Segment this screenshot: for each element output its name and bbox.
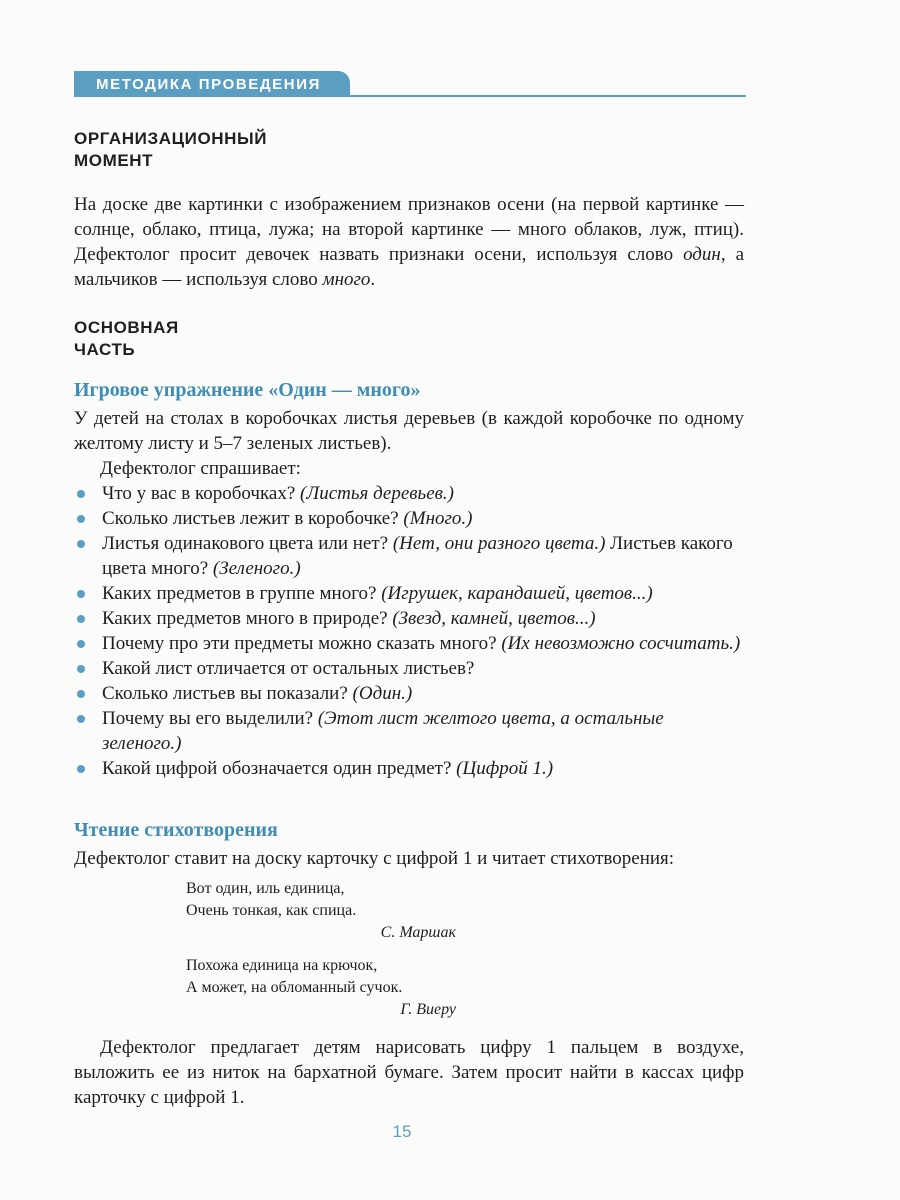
question-list xyxy=(74,481,744,781)
list-item: Листья одинакового цвета или нет? (Нет, они разного цвета.) Листьев какого цвета много? (Зеленого.) xyxy=(74,531,744,581)
game-exercise-heading: Игровое упражнение «Один — много» xyxy=(74,379,421,401)
poem-reading-closing: Дефектолог предлагает детям нарисовать цифру 1 пальцем в воздухе, выложить ее из ниток на бархатной бумаге. Затем просит найти в кассах цифр карточку с цифрой 1. xyxy=(74,1037,744,1108)
org-moment-text xyxy=(74,192,744,292)
game-exercise-intro: У детей на столах в коробочках листья деревьев (в каждой коробочке по одному желтому листу и 5–7 зеленых листьев). xyxy=(74,408,744,454)
poem-reading-intro: Дефектолог ставит на доску карточку с цифрой 1 и читает стихотворения: xyxy=(74,848,675,869)
list-item: Сколько листьев вы показали? (Один.) xyxy=(74,681,744,706)
section-header-label: МЕТОДИКА ПРОВЕДЕНИЯ xyxy=(74,71,350,97)
poem-line: Похожа единица на крючок, xyxy=(186,957,378,974)
bullet-dot xyxy=(77,765,85,773)
main-part-title xyxy=(74,317,179,361)
poem-author: Г. Виеру xyxy=(400,1001,456,1018)
bullet-dot xyxy=(77,590,85,598)
bullet-dot xyxy=(77,515,85,523)
poem-vieru xyxy=(186,955,456,1021)
org-text-c: . xyxy=(370,269,376,290)
bullet-dot xyxy=(77,540,85,548)
org-moment-title-line2: МОМЕНТ xyxy=(74,151,154,170)
bullet-dot xyxy=(77,615,85,623)
game-exercise-asks: Дефектолог спрашивает: xyxy=(100,458,301,479)
poem-line: Вот один, иль единица, xyxy=(186,880,345,897)
bullet-dot xyxy=(77,490,85,498)
bullet-dot xyxy=(77,715,85,723)
org-text-b: , а мальчиков — используя слово xyxy=(74,244,744,290)
list-item: Какой цифрой обозначается один предмет? (Цифрой 1.) xyxy=(74,756,744,781)
header-rule xyxy=(74,95,746,97)
list-item: Сколько листьев лежит в коробочке? (Много.) xyxy=(74,506,744,531)
list-item: Что у вас в коробочках? (Листья деревьев.) xyxy=(74,481,744,506)
bullet-dot xyxy=(77,665,85,673)
poem-author: С. Маршак xyxy=(380,924,456,941)
bullet-dot xyxy=(77,690,85,698)
main-part-title-line2: ЧАСТЬ xyxy=(74,340,136,359)
page-number: 15 xyxy=(392,1122,412,1141)
list-item: Каких предметов в группе много? (Игрушек, карандашей, цветов...) xyxy=(74,581,744,606)
main-part-title-line1: ОСНОВНАЯ xyxy=(74,318,179,337)
list-item: Какой лист отличается от остальных листьев? xyxy=(74,656,744,681)
org-text-a: На доске две картинки с изображением признаков осени (на первой картинке — солнце, облако, птица, лужа; на второй картинке — много облаков, луж, птиц). Дефектолог просит девочек назвать признаки осени, используя слово xyxy=(74,194,744,265)
org-word-many: много xyxy=(322,269,371,290)
poem-reading-heading: Чтение стихотворения xyxy=(74,819,278,841)
bullet-dot xyxy=(77,640,85,648)
section-header-band xyxy=(74,68,746,98)
org-moment-title xyxy=(74,128,267,172)
org-moment-title-line1: ОРГАНИЗАЦИОННЫЙ xyxy=(74,129,268,148)
list-item: Каких предметов много в природе? (Звезд, камней, цветов...) xyxy=(74,606,744,631)
poem-line: А может, на обломанный сучок. xyxy=(186,979,403,996)
poem-line: Очень тонкая, как спица. xyxy=(186,902,357,919)
org-word-one: один xyxy=(683,244,721,265)
list-item: Почему про эти предметы можно сказать много? (Их невозможно сосчитать.) xyxy=(74,631,744,656)
poem-marshak xyxy=(186,878,456,944)
list-item: Почему вы его выделили? (Этот лист желтого цвета, а остальные зеленого.) xyxy=(74,706,744,756)
